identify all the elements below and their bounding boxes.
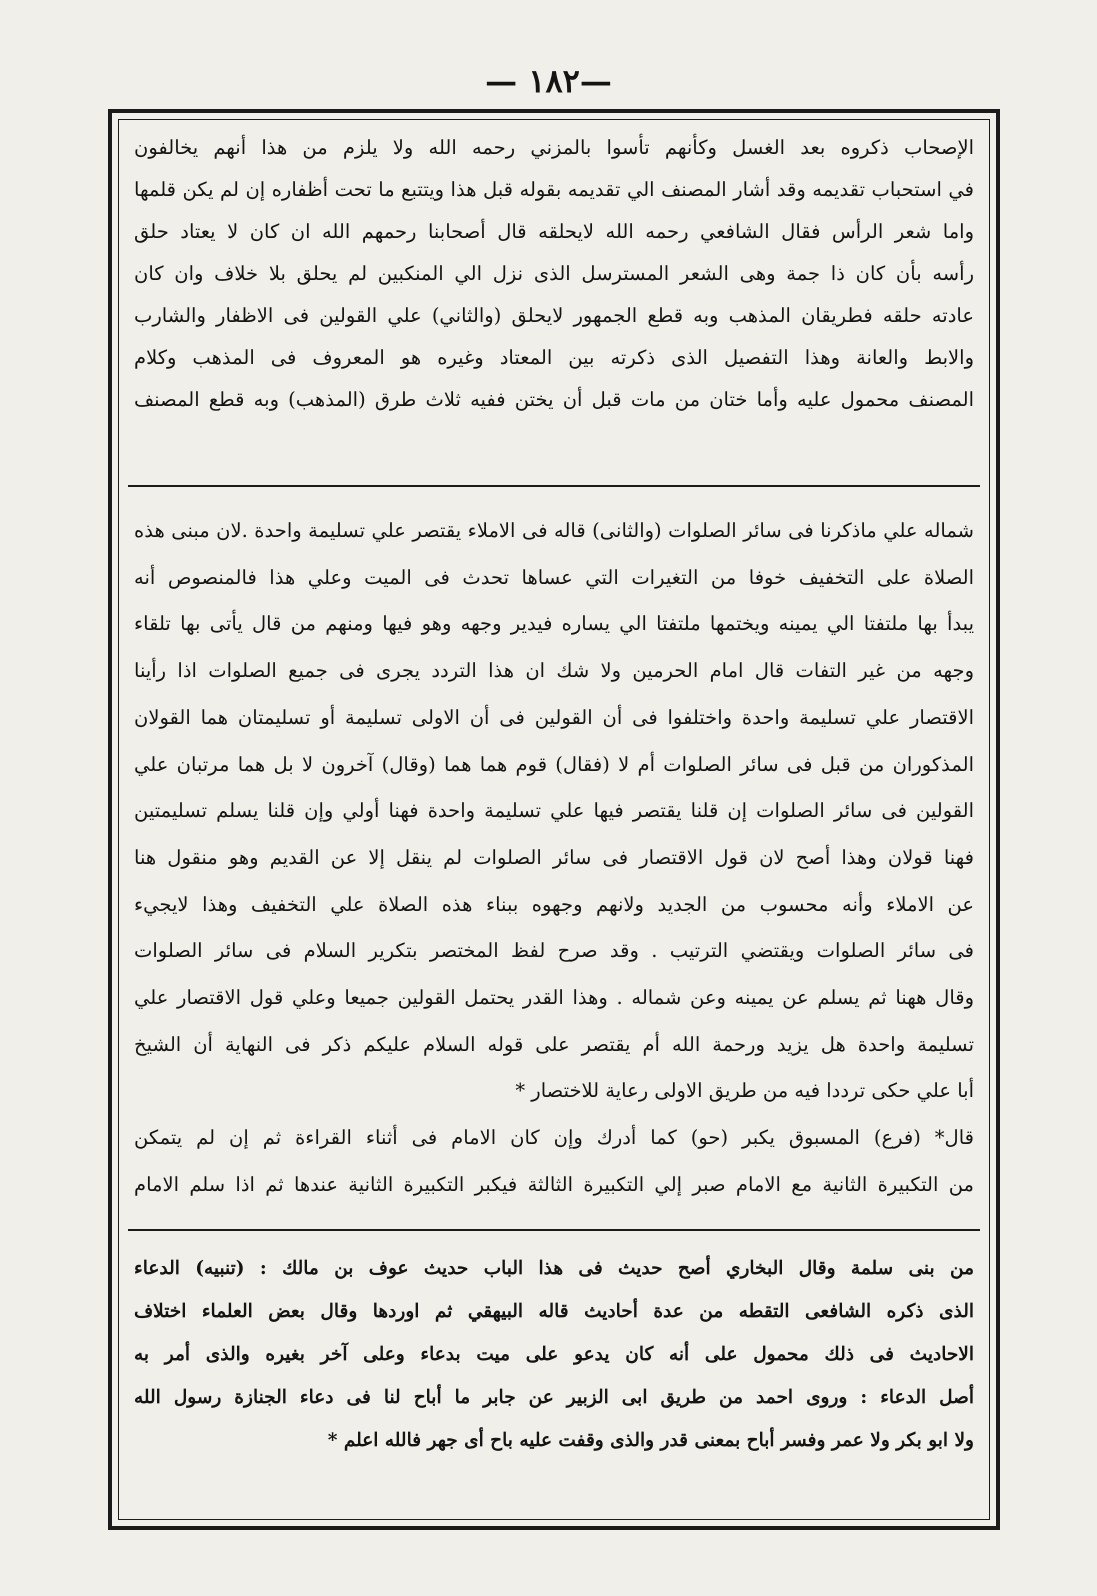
- section-divider-bottom: [128, 1229, 980, 1231]
- text-line: عادته حلقه فطريقان المذهب وبه قطع الجمهور لايحلق (والثاني) علي القولين فى الاظفار والشارب: [134, 304, 974, 327]
- text-line: المذكوران من قبل فى سائر الصلوات أم لا (فقال) قوم هما هما (وقال) آخرون لا بل هما مرتبان علي: [134, 752, 974, 776]
- text-line: وجهه من غير التفات قال امام الحرمين ولا شك ان هذا التردد يجرى فى جميع الصلوات اذا رأينا: [134, 659, 974, 683]
- text-line: رأسه بأن كان ذا جمة وهى الشعر المسترسل الذى نزل الي المنكبين لم يحلق بلا خلاف وان كان: [134, 262, 974, 285]
- text-line: فى سائر الصلوات ويقتضي الترتيب . وقد صرح لفظ المختصر بتكرير السلام فى سائر الصلوات: [134, 939, 974, 963]
- text-line: في استحباب تقديمه وقد أشار المصنف الي تقديمه بقوله قبل هذا ويتتبع ما تحت أظفاره إن لم يكن قلمها: [134, 178, 974, 201]
- text-line: الاقتصار علي تسليمة واحدة واختلفوا فى أن القولين فى أن الاولى تسليمة أو تسليمتان هما القولان: [134, 705, 974, 729]
- text-line: الإصحاب ذكروه بعد الغسل وكأنهم تأسوا بالمزني رحمه الله ولا يلزم من هذا أنهم يخالفون: [134, 136, 974, 159]
- text-line: أصل الدعاء : وروى احمد من طريق ابى الزبير عن جابر ما أباح لنا فى دعاء الجنازة رسول الله: [134, 1387, 974, 1408]
- text-line: والابط والعانة وهذا التفصيل الذى ذكرته بين المعتاد وغيره هو المعروف فى المذهب وكلام: [134, 346, 974, 369]
- text-line: المصنف محمول عليه وأما ختان من مات قبل أن يختن ففيه ثلاث طرق (المذهب) وبه قطع المصنف: [134, 388, 974, 411]
- text-line: تسليمة واحدة هل يزيد ورحمة الله أم يقتصر على قوله السلام عليكم ذكر فى النهاية أن الشيخ: [134, 1032, 974, 1056]
- text-line: الاحاديث فى ذلك محمول على أنه كان يدعو على ميت بدعاء وعلى آخر بغيره والذى أمر به: [134, 1344, 974, 1365]
- text-line: وقال ههنا ثم يسلم عن يمينه وعن شماله . وهذا القدر يحتمل القولين جميعا وعلي قول الاقتصار علي: [134, 986, 974, 1010]
- text-line: فهنا قولان وهذا أصح لان قول الاقتصار فى سائر الصلوات لم ينقل إلا عن القديم وهو منقول هنا: [134, 845, 974, 869]
- page-frame: [108, 109, 1000, 1530]
- top-commentary-section: [134, 127, 974, 421]
- text-line: الصلاة على التخفيف خوفا من التغيرات التي عساها تحدث فى الميت وعلي هذا فالمنصوص أنه: [134, 565, 974, 589]
- text-line: القولين فى سائر الصلوات إن قلنا يقتصر فيها علي تسليمة واحدة فهنا أولي وإن قلنا يسلم تسليمتين: [134, 799, 974, 823]
- text-line: واما شعر الرأس فقال الشافعي رحمه الله لايحلقه قال أصحابنا رحمهم الله ان كان لا يعتاد حلق: [134, 220, 974, 243]
- text-line: يبدأ بها ملتفتا الي يمينه ويختمها ملتفتا الي يساره فيدير وجهه وهو فيها ومنهم من قال يأتى بها تلقاء: [134, 612, 974, 636]
- text-line: قال* (فرع) المسبوق يكبر (حو) كما أدرك وإن كان الامام فى أثناء القراءة ثم إن لم يتمكن: [134, 1126, 974, 1150]
- page-number: — ١٨٢—: [485, 62, 612, 100]
- bottom-notes-section: [134, 1247, 974, 1462]
- text-line: ولا ابو بكر ولا عمر وفسر أباح بمعنى قدر والذى وقفت عليه باح أى جهر فالله اعلم *: [327, 1430, 974, 1451]
- middle-commentary-section: [134, 508, 974, 1209]
- text-line: الذى ذكره الشافعى التقطه من عدة أحاديث قاله البيهقي ثم اوردها وقال بعض العلماء اختلاف: [134, 1301, 974, 1322]
- section-divider-top: [128, 485, 980, 487]
- text-line: من التكبيرة الثانية مع الامام صبر إلي التكبيرة الثالثة فيكبر التكبيرة الثانية عندها ثم اذا سلم الامام: [134, 1172, 974, 1196]
- text-line: أبا علي حكى ترددا فيه من طريق الاولى رعاية للاختصار *: [515, 1079, 974, 1103]
- text-line: من بنى سلمة وقال البخاري أصح حديث فى هذا الباب حديث عوف بن مالك : (تنبيه) الدعاء: [134, 1258, 974, 1279]
- text-line: عن الاملاء وأنه محسوب من الجديد ولانهم وجهوه ببناء هذه الصلاة علي التخفيف وهذا لايجيء: [134, 892, 974, 916]
- text-line: شماله علي ماذكرنا فى سائر الصلوات (والثانى) قاله فى الاملاء يقتصر علي تسليمة واحدة .لان مبنى هذه: [134, 519, 974, 542]
